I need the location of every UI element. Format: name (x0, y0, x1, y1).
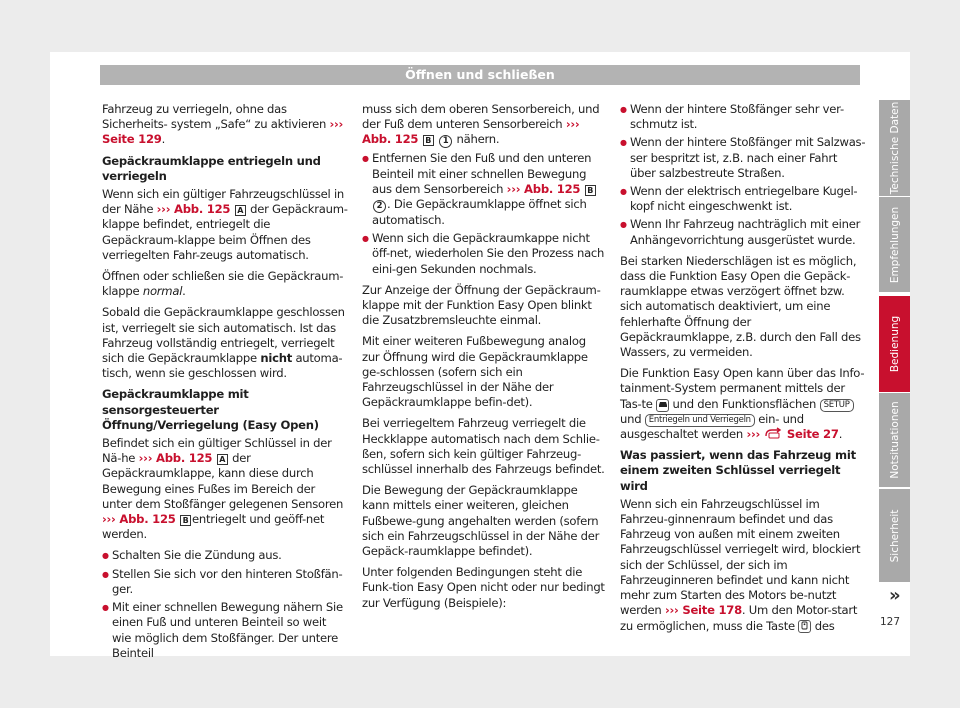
paragraph: Wenn sich ein gültiger Fahrzeugschlüssel in der Nähe ››› Abb. 125 A der Gepäckraum-klappe befindet, entriegelt die Gepäckraum-klappe beim Öffnen des verriegelten Fahr-zeugs automatisch. (102, 187, 348, 262)
step-number-badge: 2 (373, 200, 386, 213)
figure-reference-link[interactable]: ››› Abb. 125 (506, 181, 581, 196)
step-number-badge: 1 (439, 135, 452, 148)
list-item: ● Wenn der elektrisch entriegelbare Kugel-kopf nicht eingeschwenkt ist. (620, 184, 866, 214)
text-column-2 (362, 102, 606, 617)
car-icon (658, 400, 668, 408)
paragraph: Fahrzeug zu verriegeln, ohne das Sicherheits- system „Safe“ zu aktivieren ››› Seite 129. (102, 102, 344, 147)
section-heading: Was passiert, wenn das Fahrzeug mit einem zweiten Schlüssel verriegelt wird (620, 448, 856, 493)
list-item: ● Mit einer schnellen Bewegung nähern Sie einen Fuß und unteren Beinteil so weit wie möglich dem Stoßfänger. Der untere Beinteil (102, 600, 348, 661)
figure-reference-link[interactable]: ››› Abb. 125 (102, 512, 176, 527)
paragraph: Sobald die Gepäckraumklappe geschlossen ist, verriegelt sie sich automatisch. Ist das Fahrzeug vollständig entriegelt, verriegelt sich die Gepäckraumklappe nicht automa-tisch, wenn sie geschlossen wird. (102, 305, 345, 381)
page-title: Öffnen und schließen (405, 67, 555, 82)
list-item: ● Wenn Ihr Fahrzeug nachträglich mit einer Anhängevorrichtung ausgerüstet wurde. (620, 217, 866, 247)
list-item: ● Stellen Sie sich vor den hinteren Stoßfän-ger. (102, 567, 348, 597)
list-item: ● Wenn sich die Gepäckraumkappe nicht öff-net, wiederholen Sie den Prozess nach eini-gen Sekunden nochmals. (362, 231, 606, 277)
page-number: 127 (879, 616, 901, 628)
tab-sicherheit[interactable]: Sicherheit (879, 489, 910, 582)
figure-label-b: B (423, 135, 434, 146)
setup-key: SETUP (820, 399, 854, 412)
figure-label-a: A (217, 454, 228, 465)
figure-label-a: A (235, 205, 246, 216)
section-heading: Gepäckraumklappe entriegeln und verriegeln (102, 153, 321, 183)
figure-label-b: B (180, 515, 191, 526)
paragraph: Bei starken Niederschlägen ist es möglich, dass die Funktion Easy Open die Gepäck-raumklappe etwas verzögert öffnet bzw. sich automatisch deaktiviert, um eine fehlerhafte Öffnung der Gepäckraumklappe, z.B. durch den Fall des Wassers, zu vermeiden. (620, 253, 861, 360)
tab-bedienung[interactable]: Bedienung (879, 296, 910, 392)
paragraph: Die Bewegung der Gepäckraumklappe kann mittels einer weiteren, gleichen Fußbewe-gung angehalten werden (sofern sich ein Fahrzeugschlüssel in der Nähe der Gepäck-raumklappe befindet). (362, 483, 600, 559)
section-heading: Gepäckraumklappe mit sensorgesteuerter Öffnung/Verriegelung (Easy Open) (102, 387, 319, 432)
car-key-icon (656, 399, 669, 412)
figure-reference-link[interactable]: ››› Abb. 125 (156, 202, 231, 217)
paragraph: muss sich dem oberen Sensorbereich, und der Fuß dem unteren Sensorbereich ››› Abb. 125 B 1 nähern. (362, 102, 600, 147)
tab-notsituationen[interactable]: Notsituationen (879, 393, 910, 487)
paragraph: Wenn sich ein Fahrzeugschlüssel im Fahrzeu-ginnenraum befindet und das Fahrzeug von außen mit einem zweiten Fahrzeugschlüssel verriegelt wird, blockiert sich der Schlüssel, der sich im Fahrzeuginneren befindet und kann nicht mehr zum Starten des Motors be-nutzt werden ››› Seite 178. Um den Motor-start zu ermöglichen, muss die Taste des (620, 496, 861, 633)
tab-empfehlungen[interactable]: Empfehlungen (879, 197, 910, 292)
list-item: ● Wenn der hintere Stoßfänger sehr ver-schmutz ist. (620, 102, 866, 132)
paragraph: Mit einer weiteren Fußbewegung analog zur Öffnung wird die Gepäckraumklappe ge-schlossen (sofern sich ein Fahrzeugschlüssel in der Nähe der Gepäckraumklappe befin-det). (362, 334, 588, 410)
paragraph: Öffnen oder schließen sie die Gepäckraum-klappe normal. (102, 269, 344, 299)
start-stop-button-icon (798, 620, 811, 633)
tab-technische-daten[interactable]: Technische Daten (879, 100, 910, 196)
paragraph: Zur Anzeige der Öffnung der Gepäckraum-klappe mit der Funktion Easy Open blinkt die Zusatzbremsleuchte einmal. (362, 282, 601, 328)
unlock-lock-key: Entriegeln und Verriegeln (645, 414, 755, 427)
page-reference-link[interactable]: Seite 27 (786, 427, 839, 442)
paragraph: Die Funktion Easy Open kann über das Info-tainment-System permanent mittels der Tas-te und den Funktionsflächen SETUP und Entriegeln und Verriegeln ein- und ausgeschaltet werden ››› Seite 27. (620, 366, 865, 442)
list-item: ● Schalten Sie die Zündung aus. (102, 548, 348, 563)
text-column-3 (620, 102, 866, 640)
page-reference-arrow[interactable]: ››› (746, 427, 761, 442)
figure-reference-link[interactable]: ››› Abb. 125 (138, 451, 213, 466)
paragraph: Bei verriegeltem Fahrzeug verriegelt die Heckklappe automatisch nach dem Schlie-ßen, sofern sich kein gültiger Fahrzeug-schlüssel innerhalb des Fahrzeugs befindet. (362, 416, 605, 477)
paragraph: Unter folgenden Bedingungen steht die Funk-tion Easy Open nicht oder nur bedingt zur Verfügung (Beispiele): (362, 565, 605, 610)
text-column-1 (102, 102, 348, 664)
page-reference-link[interactable]: ››› Seite 178 (664, 603, 742, 618)
figure-reference-link[interactable]: ››› Abb. 125 (362, 117, 580, 147)
continue-arrow: » (889, 585, 901, 606)
infotainment-reference-icon (763, 427, 783, 439)
list-item: ● Entfernen Sie den Fuß und den unteren Beinteil mit einer schnellen Bewegung aus dem Sensorbereich ››› Abb. 125 B 2 . Die Gepäckraumklappe öffnet sich automatisch. (362, 151, 606, 228)
paragraph: Befindet sich ein gültiger Schlüssel in der Nä-he ››› Abb. 125 A der Gepäckraumklappe, kann diese durch Bewegung eines Fußes im Bereich der unter dem Stoßfänger gelegenen Sensoren ››› Abb. 125 B entriegelt und geöff-net werden. (102, 436, 344, 542)
figure-label-b: B (585, 185, 596, 196)
page-reference-link[interactable]: ››› Seite 129 (102, 117, 344, 147)
key-icon (800, 621, 809, 630)
list-item: ● Wenn der hintere Stoßfänger mit Salzwas-ser bespritzt ist, z.B. nach einer Fahrt über salzbestreute Straßen. (620, 135, 866, 181)
